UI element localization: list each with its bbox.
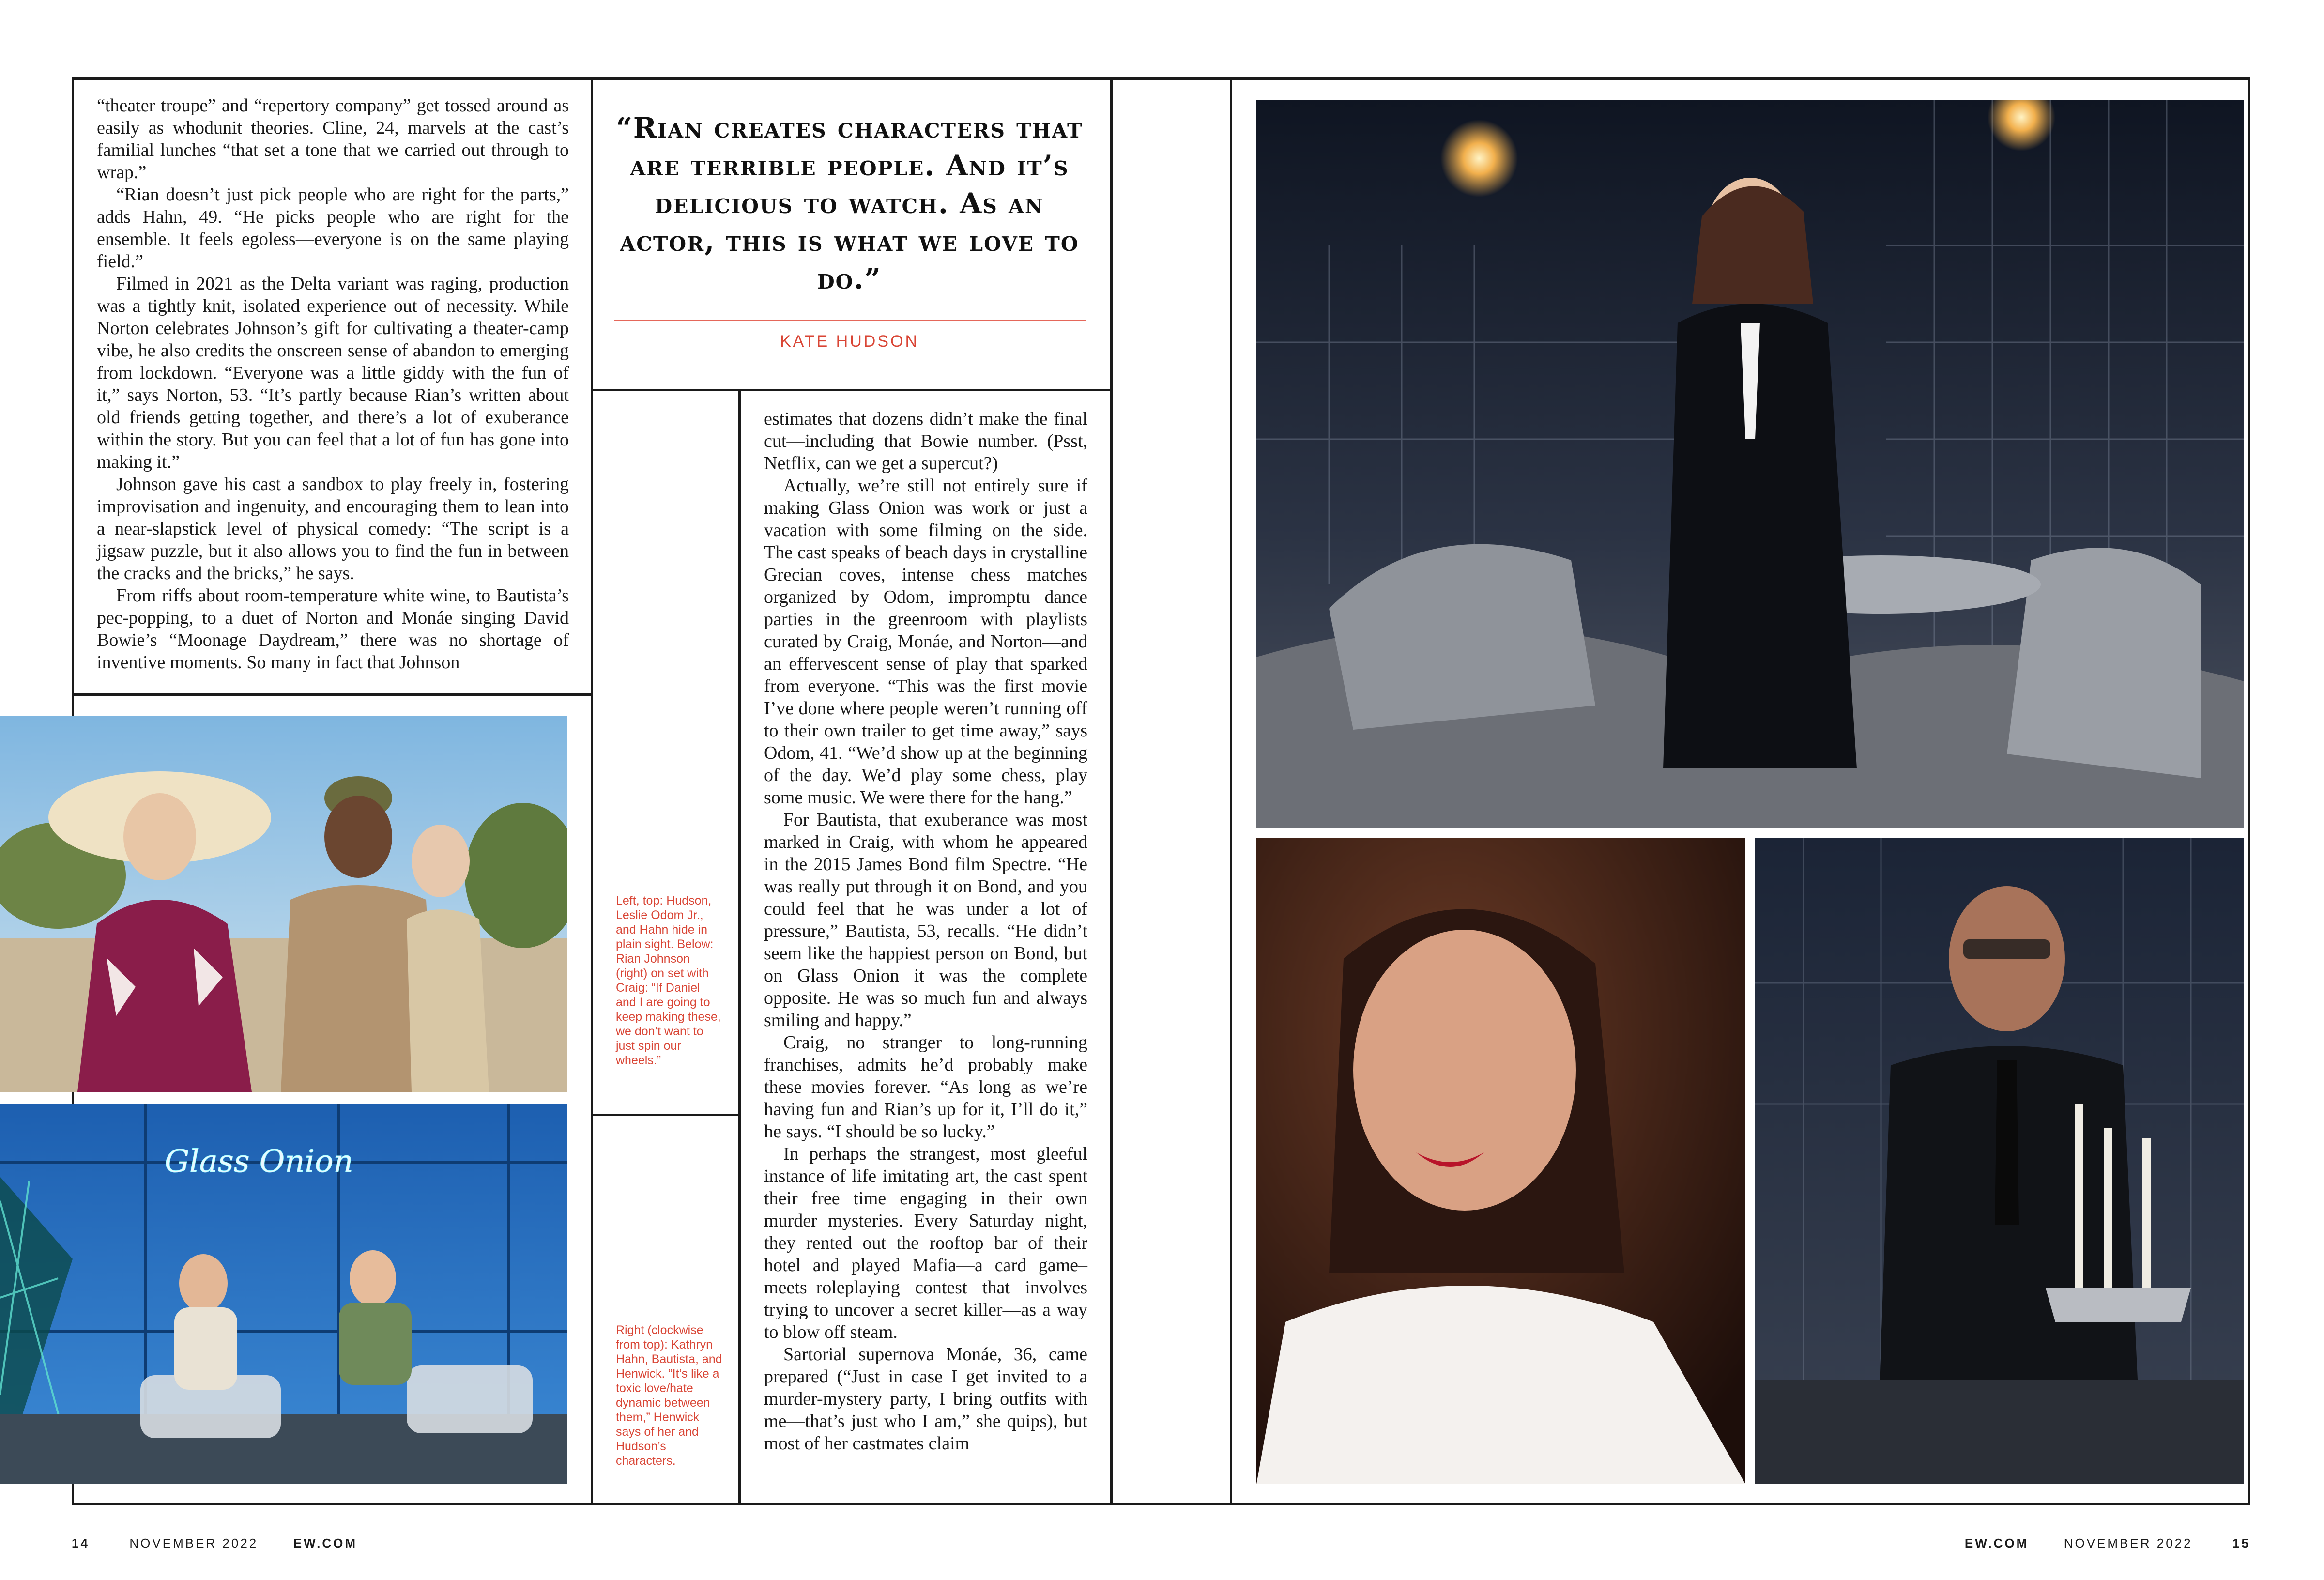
site-name: EW.COM bbox=[293, 1536, 358, 1550]
divider-left-col bbox=[591, 77, 593, 1505]
photo-henwick bbox=[1256, 838, 1745, 1484]
divider-page-gutter bbox=[1230, 77, 1232, 1505]
photo-illustration bbox=[1755, 838, 2244, 1484]
caption-right-photos: Right (clockwise from top): Kathryn Hahn, Bautista, and Henwick. “It’s like a toxic love/hate dynamic between them,” Henwick says of her and Hudson’s characters. bbox=[616, 1323, 722, 1468]
issue-date: NOVEMBER 2022 bbox=[2064, 1536, 2193, 1550]
photo-hudson-odom-hahn bbox=[0, 716, 567, 1092]
pull-quote-rule bbox=[614, 320, 1086, 321]
caption-left-photos: Left, top: Hudson, Leslie Odom Jr., and Hahn hide in plain sight. Below: Rian Johnson (right) on set with Craig: “If Daniel and I are going to keep making these, we don’t want to just spin our wheels.” bbox=[616, 894, 721, 1067]
set-sign-text: Glass Onion bbox=[165, 1144, 353, 1180]
article-column-left bbox=[97, 94, 569, 674]
paragraph: From riffs about room-temperature white wine, to Bautista’s pec-popping, to a duet of Norton and Monáe singing David Bowie’s “Moonage Daydream,” there was no shortage of inventive moments. So many in fact that Johnson bbox=[97, 585, 569, 673]
photo-illustration bbox=[1256, 838, 1745, 1484]
paragraph: Johnson gave his cast a sandbox to play freely in, fostering improvisation and ingenuity, and encouraging them to lean into a near-slapstick level of physical comedy: “The script is a jigsaw puzzle, but it also allows you to find the fun in between the cracks and the bricks,” he says. bbox=[97, 474, 569, 583]
rule-under-quote bbox=[591, 389, 1113, 391]
site-name: EW.COM bbox=[1964, 1536, 2029, 1550]
photo-illustration bbox=[0, 716, 567, 1092]
paragraph: Actually, we’re still not entirely sure if making Glass Onion was work or just a vacation with some filming on the side. The cast speaks of beach days in crystalline Grecian coves, intense chess matches organized by Odom, impromptu dance parties in the greenroom with playlists curated by Craig, Monáe, and Norton—and an effervescent sense of play that sparked from everyone. “This was the first movie I’ve done where people weren’t running off to their own trailer to get time away,” says Odom, 41. “We’d show up at the beginning of the day. We’d play some chess, play some music. We were there for the hang.” bbox=[764, 476, 1087, 808]
rule-under-left-text bbox=[72, 693, 593, 696]
page-number: 14 bbox=[72, 1536, 90, 1550]
photo-kathryn-hahn bbox=[1256, 100, 2244, 828]
paragraph: “Rian doesn’t just pick people who are right for the parts,” adds Hahn, 49. “He picks people who are right for the ensemble. It feels egoless—everyone is on the same playing field.” bbox=[97, 184, 569, 272]
article-column-right bbox=[764, 408, 1087, 1455]
photo-illustration bbox=[0, 1104, 567, 1484]
pull-quote: “Rian creates characters that are terrible people. And it’s delicious to watch. As an actor, this is what we love to do.” bbox=[616, 111, 1083, 295]
paragraph: Craig, no stranger to long-running franchises, admits he’d probably make these movies forever. “As long as we’re having fun and Rian’s up for it, I’ll do it,” he says. “I should be so lucky.” bbox=[764, 1032, 1087, 1142]
paragraph: In perhaps the strangest, most gleeful instance of life imitating art, the cast spent their free time engaging in their own murder mysteries. Every Saturday night, they rented out the rooftop bar of their hotel and played Mafia—a card game–meets–roleplaying contest that involves trying to uncover a secret killer—as a way to blow off steam. bbox=[764, 1144, 1087, 1342]
divider-center-col bbox=[1110, 77, 1113, 1505]
rule-between-captions bbox=[591, 1114, 741, 1116]
footer-left bbox=[72, 1536, 357, 1551]
paragraph: “theater troupe” and “repertory company” get tossed around as easily as whodunit theories. Cline, 24, marvels at the cast’s familial lunches “that set a tone that we carried out through to wrap.” bbox=[97, 95, 569, 183]
paragraph: estimates that dozens didn’t make the final cut—including that Bowie number. (Psst, Netflix, can we get a supercut?) bbox=[764, 409, 1087, 474]
paragraph: Filmed in 2021 as the Delta variant was raging, production was a tightly knit, isolated experience out of necessity. While Norton celebrates Johnson’s gift for cultivating a theater-camp vibe, he also credits the onscreen sense of abandon to emerging from lockdown. “Everyone was a little giddy with the fun of it,” says Norton, 53. “It’s partly because Rian’s written about old friends getting together, and there’s a lot of exuberance within the story. But you can feel that a lot of fun has gone into making it.” bbox=[97, 274, 569, 472]
paragraph: Sartorial supernova Monáe, 36, came prepared (“Just in case I get invited to a murder-mystery party, I bring outfits with me—that’s just who I am,” she quips), but most of her castmates claim bbox=[764, 1344, 1087, 1454]
photo-bautista bbox=[1755, 838, 2244, 1484]
photo-johnson-craig-set bbox=[0, 1104, 567, 1484]
pull-quote-attribution: KATE HUDSON bbox=[780, 332, 919, 351]
photo-illustration bbox=[1256, 100, 2244, 828]
divider-caption-col bbox=[738, 389, 741, 1505]
page-number: 15 bbox=[2232, 1536, 2250, 1550]
footer-right bbox=[1965, 1536, 2250, 1551]
paragraph: For Bautista, that exuberance was most marked in Craig, with whom he appeared in the 2015 James Bond film Spectre. “He was really put through it on Bond, and you could feel that he was under a lot of pressure,” Bautista, 53, recalls. “He didn’t seem like the happiest person on Bond, but on Glass Onion it was the complete opposite. He was so much fun and always smiling and happy.” bbox=[764, 810, 1087, 1030]
issue-date: NOVEMBER 2022 bbox=[129, 1536, 259, 1550]
